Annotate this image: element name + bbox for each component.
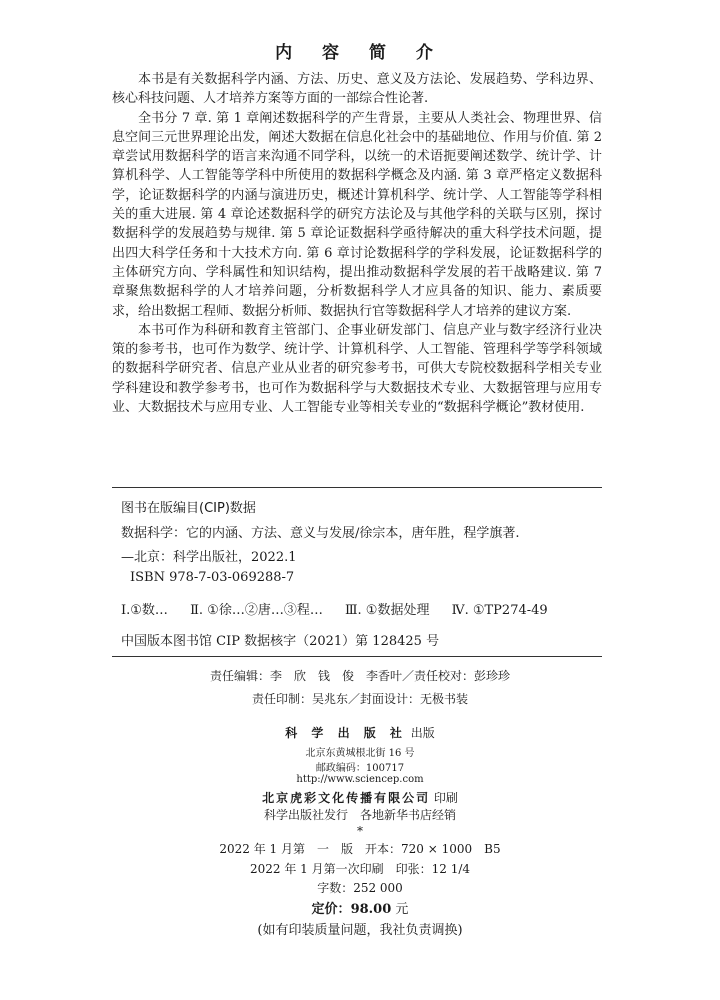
class-item: Ⅱ. ①徐…②唐…③程…	[190, 603, 323, 618]
cip-title-line: 数据科学：它的内涵、方法、意义与发展/徐宗本，唐年胜，程学旗著.	[121, 526, 520, 541]
publisher-line	[0, 724, 720, 741]
class-item: Ⅰ.①数…	[121, 603, 168, 618]
cip-publisher-line: —北京：科学出版社，2022.1	[121, 550, 297, 565]
sheets-info: 印张：12 1/4	[395, 862, 471, 876]
printrun-line	[0, 860, 720, 877]
cip-heading: 图书在版编目(CIP)数据	[121, 501, 256, 516]
class-item: Ⅲ. ①数据处理	[344, 603, 430, 618]
page-title: 内 容 简 介	[275, 43, 445, 63]
publisher-suffix: 出版	[410, 726, 435, 740]
editors-line: 责任编辑：李 欣 钱 俊 李香叶／责任校对：彭珍珍	[209, 669, 510, 683]
publisher-postcode: 邮政编码：100717	[315, 763, 405, 774]
printer-suffix: 印刷	[433, 791, 458, 805]
edition-info: 2022 年 1 月第 一 版	[219, 842, 354, 856]
format-info: 开本：720 × 1000 B5	[365, 842, 501, 856]
intro-paragraph: 本书是有关数据科学内涵、方法、历史、意义及方法论、发展趋势、学科边界、核心科技问题、人才培养方案等方面的一部综合性论著.	[112, 72, 602, 107]
printing-design-line: 责任印制：吴兆东／封面设计：无极书装	[251, 692, 468, 706]
word-count: 字数：252 000	[317, 881, 403, 895]
price-unit: 元	[395, 902, 409, 917]
cip-library-number: 中国版本图书馆 CIP 数据核字（2021）第 128425 号	[121, 634, 440, 649]
distribution-retailer: 各地新华书店经销	[360, 808, 457, 822]
distribution-line	[0, 806, 720, 823]
class-item: Ⅳ. ①TP274-49	[451, 603, 548, 618]
cip-isbn: ISBN 978-7-03-069288-7	[130, 570, 295, 585]
distribution-publisher: 科学出版社发行	[263, 808, 348, 822]
publisher-logo-text: 科 学 出 版 社	[285, 726, 407, 740]
introduction	[112, 70, 602, 417]
intro-paragraph: 全书分 7 章. 第 1 章阐述数据科学的产生背景，主要从人类社会、物理世界、信息空间三元世界理论出发，阐述大数据在信息化社会中的基础地位、作用与价值. 第 2 章尝试用数据科学的语言来沟通不同学科，以统一的术语扼要阐述数学、统计学、计算机科学、人工智能等学科中所使用的数据科学概念及内涵. 第 3 章严格定义数据科学，论证数据科学的内涵与演进历史，概述计算机科学、统计学、人工智能等学科相关的重大进展. 第 4 章论述数据科学的研究方法论及与其他学科的关联与区别，探讨数据科学的发展趋势与规律. 第 5 章论证数据科学亟待解决的重大科学技术问题，提出四大科学任务和十大技术方向. 第 6 章讨论数据科学的学科发展，论证数据科学的主体研究方向、学科属性和知识结构，提出推动数据科学发展的若干战略建议. 第 7 章聚焦数据科学的人才培养问题，分析数据科学人才应具备的知识、能力、素质要求，给出数据工程师、数据分析师、数据执行官等数据科学人才培养的建议方案.	[112, 110, 602, 319]
price-label: 定价：	[311, 902, 351, 917]
return-policy-note: (如有印装质量问题，我社负责调换)	[257, 923, 463, 938]
intro-paragraph: 本书可作为科研和教育主管部门、企事业研发部门、信息产业与数字经济行业决策的参考书，也可作为数学、统计学、计算机科学、人工智能、管理科学等学科领域的数据科学研究者、信息产业从业者的研究参考书，可供大专院校数据科学相关专业学科建设和教学参考书，也可作为数据科学与大数据技术专业、大数据管理与应用专业、大数据技术与应用专业、人工智能专业等相关专业的“数据科学概论”教材使用.	[112, 322, 602, 416]
cip-classification	[121, 599, 566, 618]
top-divider	[112, 487, 602, 488]
publisher-url: http://www.sciencep.com	[296, 774, 424, 785]
printer-line	[0, 789, 720, 806]
printrun-info: 2022 年 1 月第一次印刷	[249, 862, 384, 876]
edition-line	[0, 840, 720, 857]
publisher-address: 北京东黄城根北街 16 号	[305, 748, 415, 759]
printer-name: 北京虎彩文化传播有限公司	[262, 791, 431, 805]
price-line	[0, 898, 720, 917]
separator-star: *	[357, 824, 363, 838]
bottom-divider	[112, 656, 602, 657]
price-value: 98.00	[350, 902, 392, 917]
